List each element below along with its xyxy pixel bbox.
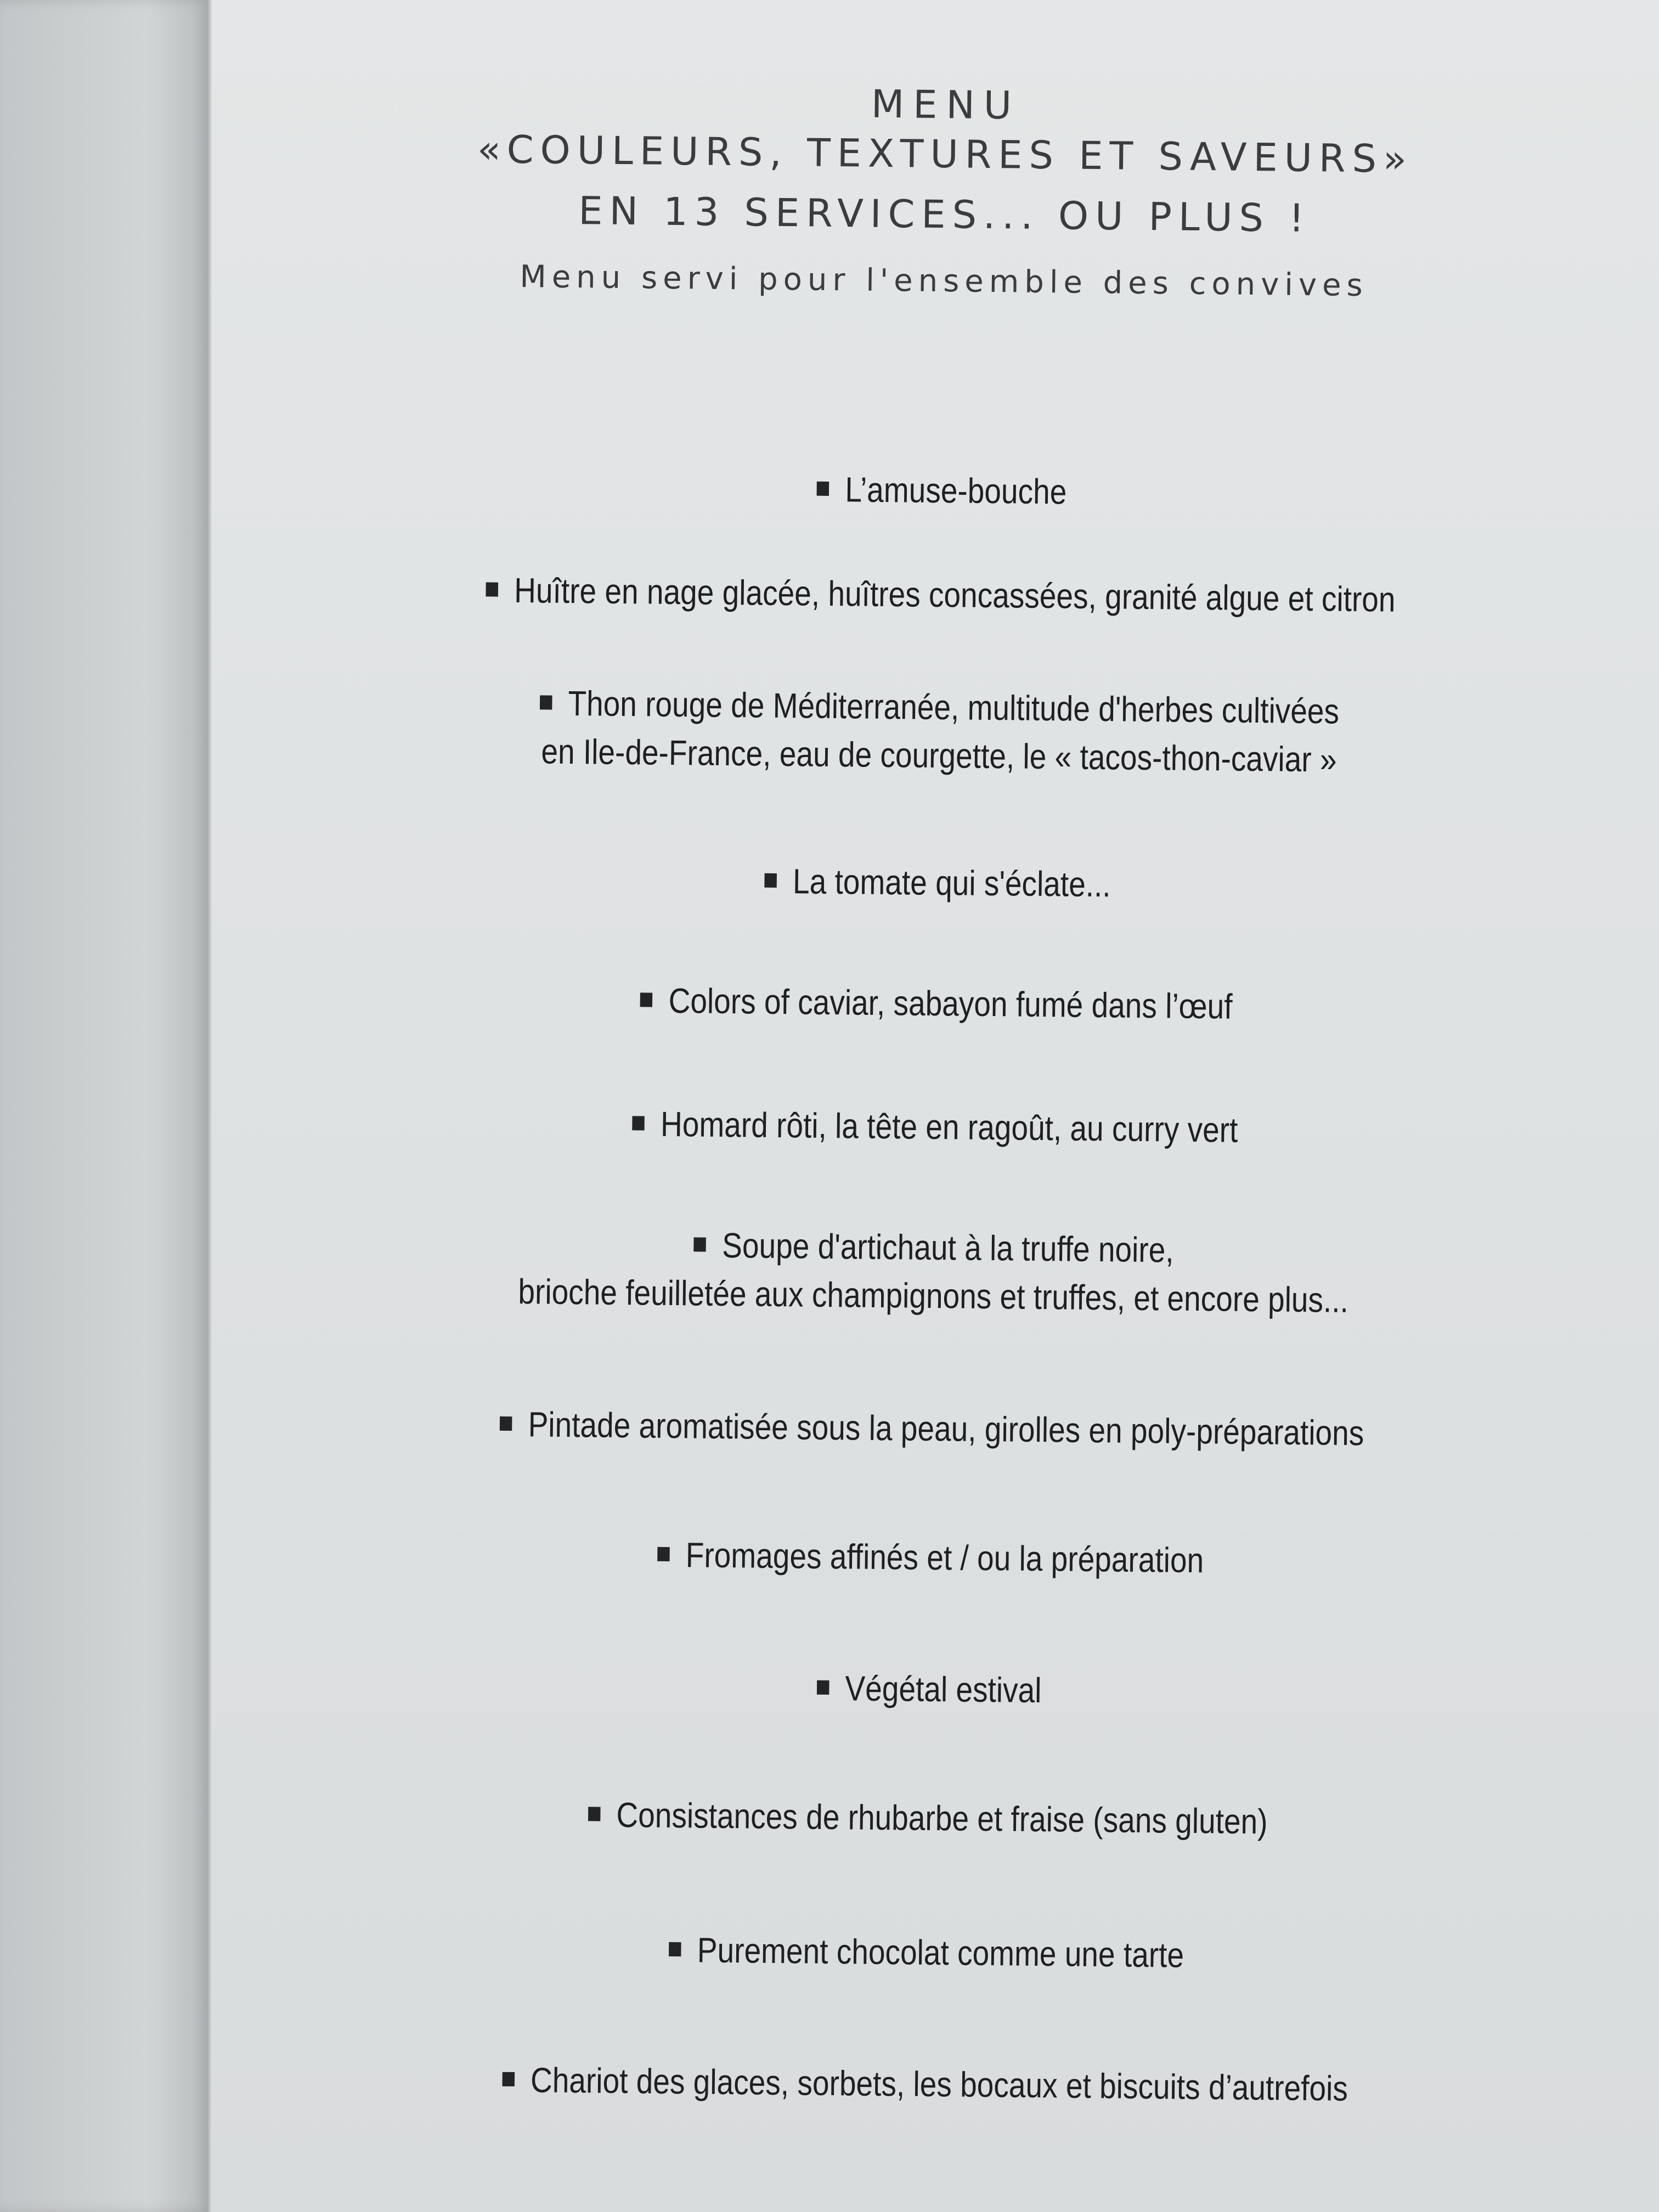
square-bullet-icon [588, 1807, 601, 1821]
course-item [313, 1096, 1558, 1158]
course-item [304, 1922, 1549, 1983]
course-text: La tomate qui s'éclate... [792, 861, 1111, 905]
square-bullet-icon [640, 992, 653, 1007]
course-item [307, 1658, 1551, 1720]
square-bullet-icon [817, 1680, 830, 1695]
course-text: Homard rôti, la tête en ragoût, au curry vert [660, 1104, 1238, 1150]
square-bullet-icon [764, 873, 777, 888]
menu-note: Menu servi pour l'ensemble des convives [520, 258, 1368, 304]
course-text: Huître en nage glacée, huîtres concassées, granité algue et citron [514, 570, 1396, 619]
course-text: Colors of caviar, sabayon fumé dans l’œuf [668, 980, 1233, 1026]
course-item [309, 1398, 1554, 1459]
course-text: Pintade aromatisée sous la peau, girolles en poly-préparations [528, 1404, 1364, 1453]
course-item [302, 2053, 1547, 2115]
menu-services: EN 13 SERVICES... OU PLUS ! [578, 188, 1311, 241]
course-item [317, 676, 1562, 786]
course-item [319, 460, 1564, 521]
course-text: Thon rouge de Méditerranée, multitude d'herbes cultivées [568, 683, 1340, 731]
menu-theme: «COULEURS, TEXTURES ET SAVEURS» [477, 127, 1414, 182]
course-text: L’amuse-bouche [845, 470, 1067, 512]
square-bullet-icon [540, 695, 552, 709]
square-bullet-icon [486, 582, 499, 596]
course-text: Purement chocolat comme une tarte [697, 1930, 1184, 1975]
square-bullet-icon [817, 482, 830, 496]
course-item [315, 852, 1560, 913]
course-item [308, 1527, 1553, 1588]
course-item [318, 564, 1563, 625]
left-page [0, 0, 211, 2212]
course-item [306, 1787, 1550, 1849]
course-text: Consistances de rhubarbe et fraise (sans gluten) [616, 1795, 1268, 1842]
square-bullet-icon [632, 1116, 645, 1130]
course-text: Végétal estival [845, 1668, 1042, 1711]
course-item [311, 1217, 1556, 1327]
square-bullet-icon [500, 1417, 512, 1431]
square-bullet-icon [669, 1942, 681, 1956]
menu-title: MENU [871, 81, 1021, 128]
course-item [314, 973, 1559, 1034]
course-text: Soupe d'artichaut à la truffe noire, [721, 1225, 1174, 1270]
square-bullet-icon [694, 1237, 707, 1251]
menu-content [200, 0, 1659, 2212]
course-text: Chariot des glaces, sorbets, les bocaux et biscuits d’autrefois [530, 2060, 1348, 2108]
square-bullet-icon [502, 2072, 515, 2086]
course-text-continued: brioche feuilletée aux champignons et truffes, et encore plus... [518, 1272, 1349, 1320]
course-text: Fromages affinés et / ou la préparation [685, 1535, 1204, 1581]
course-text-continued: en Ile-de-France, eau de courgette, le « tacos-thon-caviar » [541, 731, 1337, 780]
square-bullet-icon [657, 1547, 670, 1561]
